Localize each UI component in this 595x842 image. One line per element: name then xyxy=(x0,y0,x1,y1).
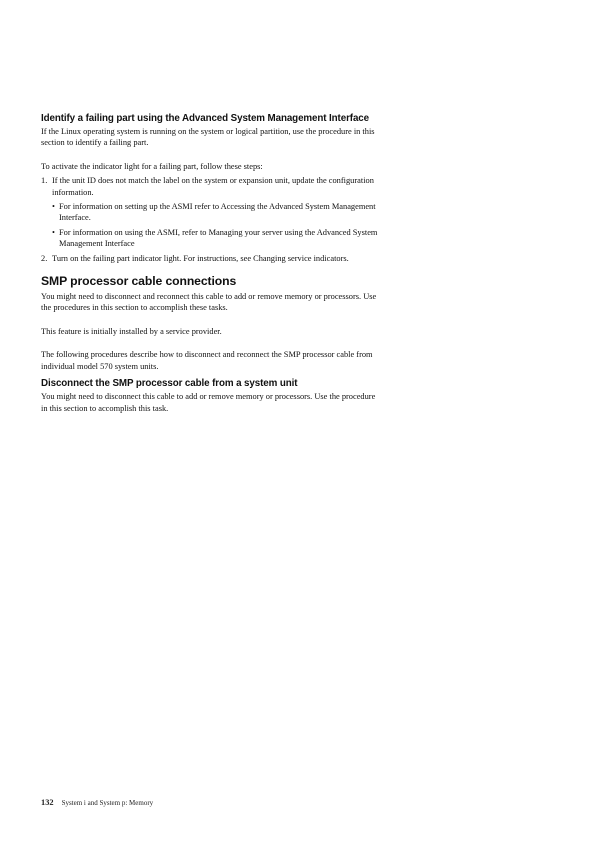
step-number: 1. xyxy=(41,176,48,186)
step-text: If the unit ID does not match the label on the system or expansion unit, update the configuration information. xyxy=(52,176,374,197)
page-number: 132 xyxy=(41,798,54,807)
section-heading-disconnect-smp-cable: Disconnect the SMP processor cable from a system unit xyxy=(41,378,298,390)
page-content xyxy=(41,113,381,414)
section-heading-identify-failing-part: Identify a failing part using the Advanced System Management Interface xyxy=(41,113,369,124)
bullet-list xyxy=(52,201,381,250)
paragraph: This feature is initially installed by a service provider. xyxy=(41,326,222,336)
steps-intro: To activate the indicator light for a failing part, follow these steps: xyxy=(41,161,263,171)
bullet-item: • For information on using the ASMI, refer to Managing your server using the Advanced System Management Interface xyxy=(52,227,381,250)
steps-list xyxy=(41,175,381,264)
step-number: 2. xyxy=(41,253,48,263)
paragraph: The following procedures describe how to disconnect and reconnect the SMP processor cable from individual model 570 system units. xyxy=(41,350,373,371)
step-item xyxy=(41,253,381,264)
bullet-item: • For information on setting up the ASMI refer to Accessing the Advanced System Management Interface. xyxy=(52,201,381,224)
section-intro: If the Linux operating system is running on the system or logical partition, use the procedure in this section to identify a failing part. xyxy=(41,127,375,148)
step-text: Turn on the failing part indicator light. For instructions, see Changing service indicators. xyxy=(52,253,349,263)
step-item xyxy=(41,175,381,249)
section-heading-smp-cable-connections: SMP processor cable connections xyxy=(41,274,237,289)
paragraph: You might need to disconnect and reconnect this cable to add or remove memory or processors. Use the procedures in this section to accomplish these tasks. xyxy=(41,292,377,313)
paragraph: You might need to disconnect this cable to add or remove memory or processors. Use the procedure in this section to accomplish this task. xyxy=(41,392,376,413)
book-title: System i and System p: Memory xyxy=(61,799,154,807)
page-footer xyxy=(41,798,153,807)
